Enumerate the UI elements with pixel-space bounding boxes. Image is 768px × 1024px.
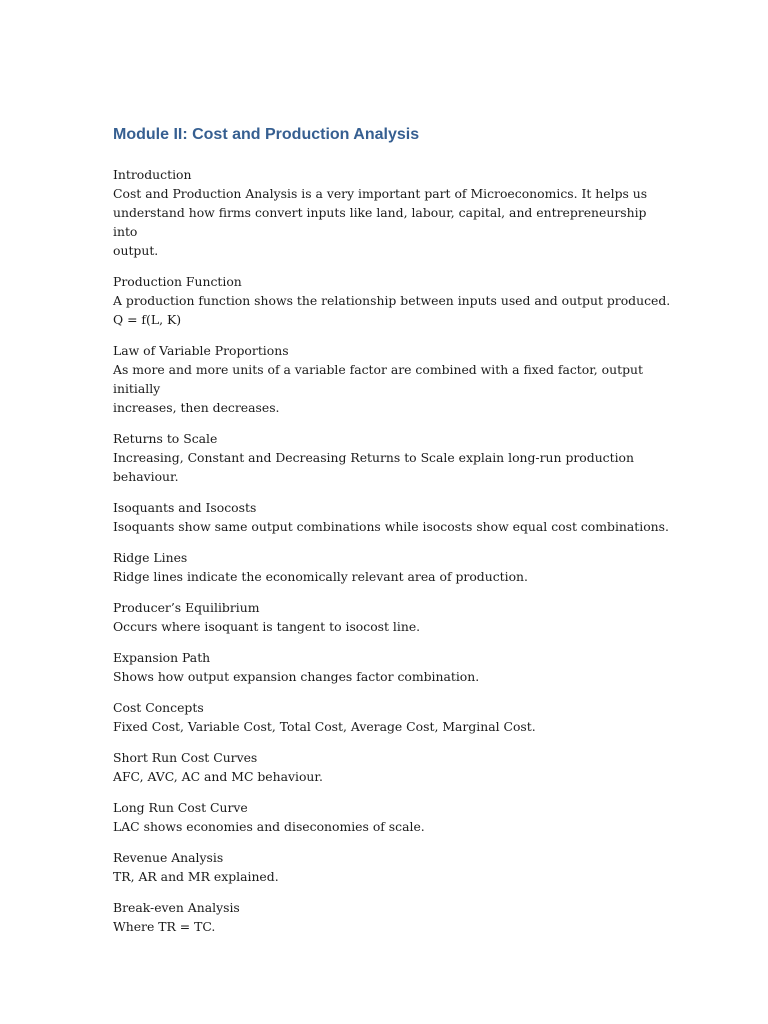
section [113,548,673,586]
section-text-line: Cost and Production Analysis is a very important part of Microeconomics. It helps us [113,186,648,201]
section [113,748,673,786]
section-heading: Short Run Cost Curves [113,750,258,765]
document-title: Module II: Cost and Production Analysis [113,126,420,143]
section-text-line: A production function shows the relationship between inputs used and output produced. [113,293,671,308]
section [113,598,673,636]
section-text-line: Isoquants show same output combinations while isocosts show equal cost combinations. [113,519,669,534]
section-text-line: Ridge lines indicate the economically relevant area of production. [113,569,528,584]
section-text-line: behaviour. [113,469,179,484]
document-body [113,165,673,936]
section [113,498,673,536]
section-heading: Expansion Path [113,650,211,665]
section-heading: Long Run Cost Curve [113,800,248,815]
section-text-line: Increasing, Constant and Decreasing Returns to Scale explain long-run production [113,450,634,465]
section-text-line: Where TR = TC. [113,919,216,934]
section-heading: Break-even Analysis [113,900,240,915]
section-heading: Cost Concepts [113,700,204,715]
section-text-line: LAC shows economies and diseconomies of scale. [113,819,425,834]
section [113,648,673,686]
section-heading: Introduction [113,167,192,182]
section-text-line: AFC, AVC, AC and MC behaviour. [113,769,323,784]
section-heading: Production Function [113,274,242,289]
section-text-line: Occurs where isoquant is tangent to isocost line. [113,619,421,634]
section-heading: Returns to Scale [113,431,218,446]
section-heading: Producer’s Equilibrium [113,600,260,615]
section [113,341,673,417]
section [113,272,673,329]
section-heading: Isoquants and Isocosts [113,500,257,515]
section-text-line: As more and more units of a variable factor are combined with a fixed factor, output initially [113,362,643,396]
section-text-line: output. [113,243,159,258]
document-page [113,124,673,948]
section [113,429,673,486]
section [113,698,673,736]
section-heading: Ridge Lines [113,550,188,565]
section-text-line: Shows how output expansion changes factor combination. [113,669,480,684]
section [113,165,673,260]
section-text-line: increases, then decreases. [113,400,280,415]
section-text-line: understand how firms convert inputs like land, labour, capital, and entrepreneurship into [113,205,647,239]
section-text-line: TR, AR and MR explained. [113,869,279,884]
section-text-line: Fixed Cost, Variable Cost, Total Cost, Average Cost, Marginal Cost. [113,719,536,734]
section-text-line: Q = f(L, K) [113,312,182,327]
section [113,848,673,886]
section-heading: Revenue Analysis [113,850,224,865]
section [113,898,673,936]
section-heading: Law of Variable Proportions [113,343,289,358]
section [113,798,673,836]
